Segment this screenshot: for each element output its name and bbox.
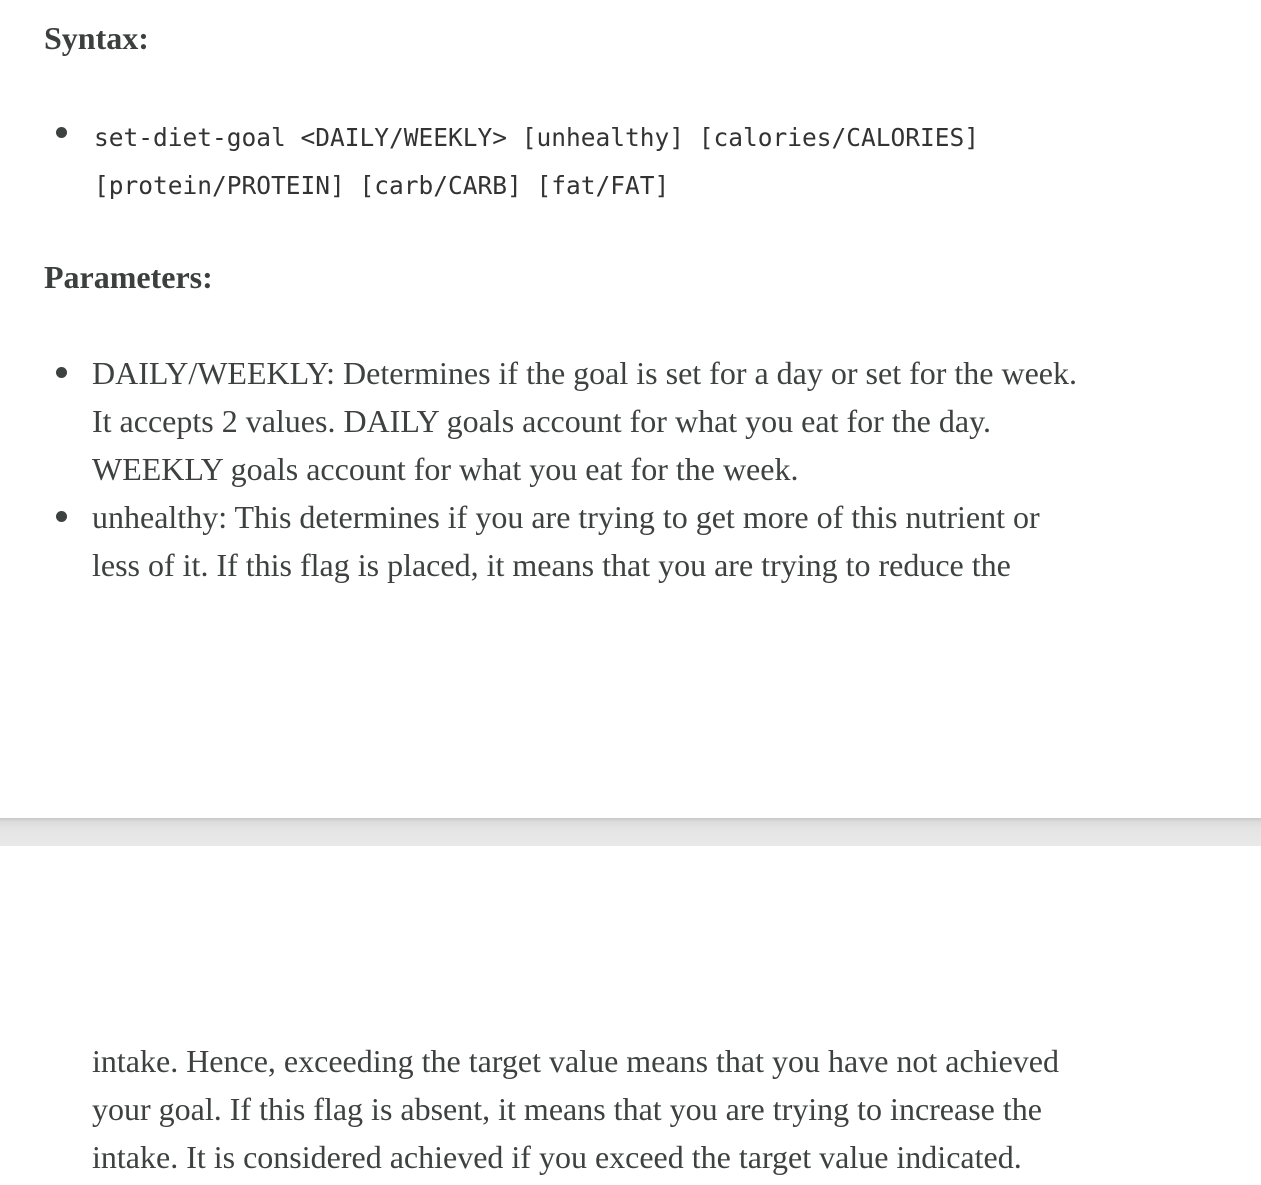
parameter-description [92, 493, 1172, 589]
parameter-description [92, 349, 1172, 493]
parameter-line: It accepts 2 values. DAILY goals account for what you eat for the day. [92, 403, 991, 439]
bullet-icon [56, 127, 67, 138]
syntax-command [94, 114, 1094, 210]
syntax-line: [protein/PROTEIN] [carb/CARB] [fat/FAT] [94, 171, 670, 200]
parameter-line: DAILY/WEEKLY: Determines if the goal is set for a day or set for the week. [92, 355, 1077, 391]
bullet-icon [56, 511, 67, 522]
parameter-line: less of it. If this flag is placed, it means that you are trying to reduce the [92, 547, 1011, 583]
syntax-heading: Syntax: [44, 20, 149, 56]
page-separator [0, 818, 1261, 846]
parameter-line: WEEKLY goals account for what you eat for the week. [92, 451, 799, 487]
parameter-line: unhealthy: This determines if you are trying to get more of this nutrient or [92, 499, 1040, 535]
parameter-line: intake. Hence, exceeding the target value means that you have not achieved [92, 1043, 1059, 1079]
parameter-line: intake. It is considered achieved if you exceed the target value indicated. [92, 1139, 1022, 1175]
bullet-icon [56, 367, 67, 378]
parameter-line: your goal. If this flag is absent, it means that you are trying to increase the [92, 1091, 1042, 1127]
document-page-2 [0, 846, 1261, 1185]
syntax-line: set-diet-goal <DAILY/WEEKLY> [unhealthy] [calories/CALORIES] [94, 123, 980, 152]
parameter-continuation [92, 1037, 1172, 1181]
parameters-heading: Parameters: [44, 259, 213, 295]
